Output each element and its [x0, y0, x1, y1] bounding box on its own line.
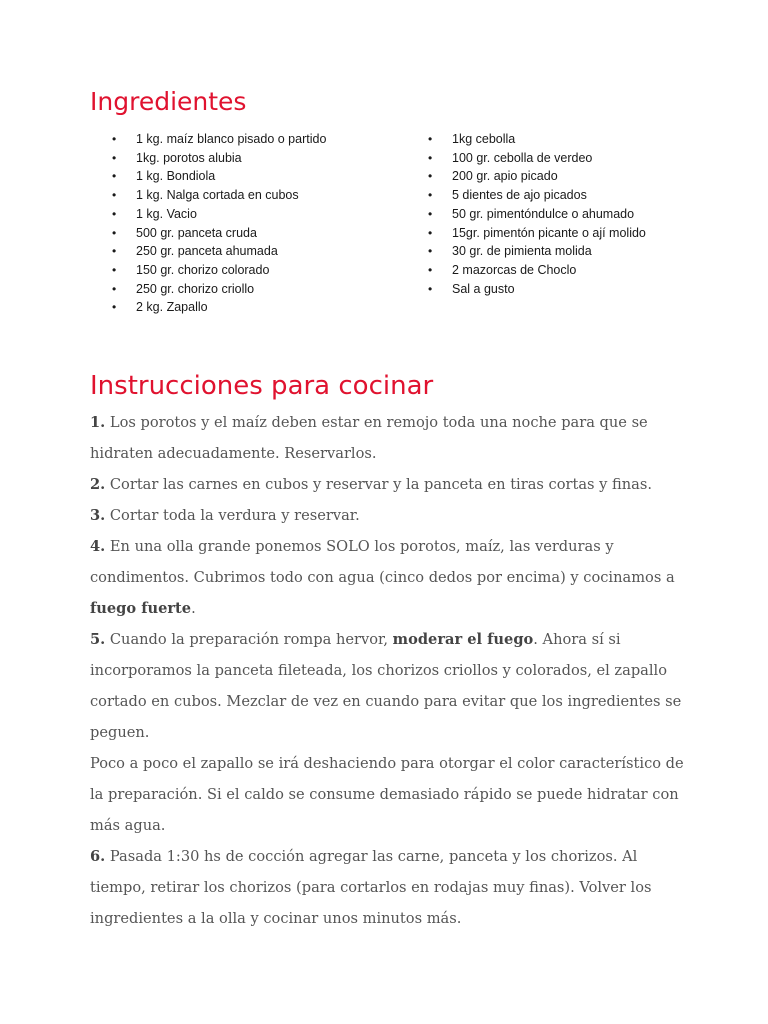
ingredient-text: 1kg cebolla	[452, 132, 516, 146]
step-emphasis: fuego fuerte	[90, 600, 192, 617]
ingredient-text: 150 gr. chorizo colorado	[136, 262, 270, 277]
ingredients-list-left	[112, 130, 326, 317]
step-number: 2.	[90, 476, 106, 493]
list-item	[428, 261, 646, 280]
bullet-icon: •	[428, 169, 433, 184]
step-text: En una olla grande ponemos SOLO los porotos, maíz, las verduras y condimentos. Cubrimos todo con agua (cinco dedos por encima) y cocinamos a	[90, 538, 675, 586]
ingredient-text: 15gr. pimentón picante o ají molido	[452, 225, 646, 240]
ingredient-text: 50 gr. pimentóndulce o ahumado	[452, 206, 635, 221]
ingredient-text: 100 gr. cebolla de verdeo	[452, 150, 593, 165]
step-text: Cortar toda la verdura y reservar.	[105, 507, 360, 524]
bullet-icon: •	[428, 150, 433, 165]
ingredient-text: Sal a gusto	[452, 281, 515, 296]
bullet-icon: •	[112, 244, 117, 259]
step-5	[90, 624, 690, 748]
bullet-icon: •	[428, 188, 433, 203]
step-text-end: . Ahora sí si incorporamos la panceta fileteada, los chorizos criollos y colorados, el zapallo cortado en cubos. Mezclar de vez en cuando para evitar que los ingredientes se peguen.	[90, 631, 682, 741]
step-text: Cuando la preparación rompa hervor,	[105, 631, 393, 648]
step-2	[90, 469, 690, 500]
list-item	[112, 280, 326, 299]
bullet-icon: •	[428, 132, 433, 146]
instructions-heading: Instrucciones para cocinar	[90, 371, 434, 401]
ingredient-text: 1kg. porotos alubia	[136, 150, 242, 165]
ingredient-text: 1 kg. maíz blanco pisado o partido	[136, 132, 327, 146]
step-text: Cortar las carnes en cubos y reservar y la panceta en tiras cortas y finas.	[105, 476, 653, 493]
list-item	[112, 298, 326, 317]
bullet-icon: •	[428, 225, 433, 240]
step-note: Poco a poco el zapallo se irá deshaciendo para otorgar el color característico de la preparación. Si el caldo se consume demasiado rápido se puede hidratar con más agua.	[90, 755, 684, 834]
list-item	[428, 186, 646, 205]
step-1	[90, 407, 690, 469]
step-number: 5.	[90, 631, 106, 648]
step-text-end: .	[191, 600, 196, 617]
list-item	[428, 149, 646, 168]
list-item	[112, 186, 326, 205]
step-text: Los porotos y el maíz deben estar en remojo toda una noche para que se hidraten adecuadamente. Reservarlos.	[90, 414, 648, 462]
ingredient-text: 500 gr. panceta cruda	[136, 225, 257, 240]
instructions-body	[90, 407, 690, 934]
list-item	[428, 224, 646, 243]
list-item	[428, 130, 646, 149]
bullet-icon: •	[112, 188, 117, 203]
list-item	[112, 149, 326, 168]
step-number: 1.	[90, 414, 106, 431]
step-number: 6.	[90, 848, 106, 865]
bullet-icon: •	[112, 132, 117, 146]
step-emphasis: moderar el fuego	[392, 631, 534, 648]
bullet-icon: •	[428, 281, 433, 296]
ingredient-text: 250 gr. chorizo criollo	[136, 281, 255, 296]
step-6	[90, 841, 690, 934]
list-item	[112, 205, 326, 224]
step-3	[90, 500, 690, 531]
list-item	[112, 130, 326, 149]
ingredient-text: 5 dientes de ajo picados	[452, 188, 587, 203]
list-item	[428, 167, 646, 186]
step-number: 4.	[90, 538, 106, 555]
bullet-icon: •	[428, 244, 433, 259]
list-item	[112, 261, 326, 280]
ingredient-text: 30 gr. de pimienta molida	[452, 244, 592, 259]
bullet-icon: •	[428, 262, 433, 277]
ingredient-text: 1 kg. Bondiola	[136, 169, 216, 184]
bullet-icon: •	[112, 281, 117, 296]
list-item	[112, 242, 326, 261]
bullet-icon: •	[112, 300, 117, 315]
bullet-icon: •	[112, 150, 117, 165]
ingredients-list-right	[428, 130, 646, 298]
bullet-icon: •	[112, 262, 117, 277]
step-number: 3.	[90, 507, 106, 524]
list-item	[428, 205, 646, 224]
bullet-icon: •	[428, 206, 433, 221]
list-item	[112, 224, 326, 243]
step-4	[90, 531, 690, 624]
list-item	[428, 280, 646, 299]
step-text: Pasada 1:30 hs de cocción agregar las carne, panceta y los chorizos. Al tiempo, retirar los chorizos (para cortarlos en rodajas muy finas). Volver los ingredientes a la olla y cocinar unos minutos más.	[90, 848, 652, 927]
ingredient-text: 1 kg. Nalga cortada en cubos	[136, 188, 299, 203]
list-item	[112, 167, 326, 186]
ingredient-text: 2 kg. Zapallo	[136, 300, 208, 315]
ingredients-heading: Ingredientes	[90, 87, 247, 116]
bullet-icon: •	[112, 169, 117, 184]
list-item	[428, 242, 646, 261]
bullet-icon: •	[112, 225, 117, 240]
bullet-icon: •	[112, 206, 117, 221]
ingredient-text: 2 mazorcas de Choclo	[452, 262, 577, 277]
ingredient-text: 1 kg. Vacio	[136, 206, 197, 221]
ingredient-text: 200 gr. apio picado	[452, 169, 558, 184]
ingredient-text: 250 gr. panceta ahumada	[136, 244, 278, 259]
